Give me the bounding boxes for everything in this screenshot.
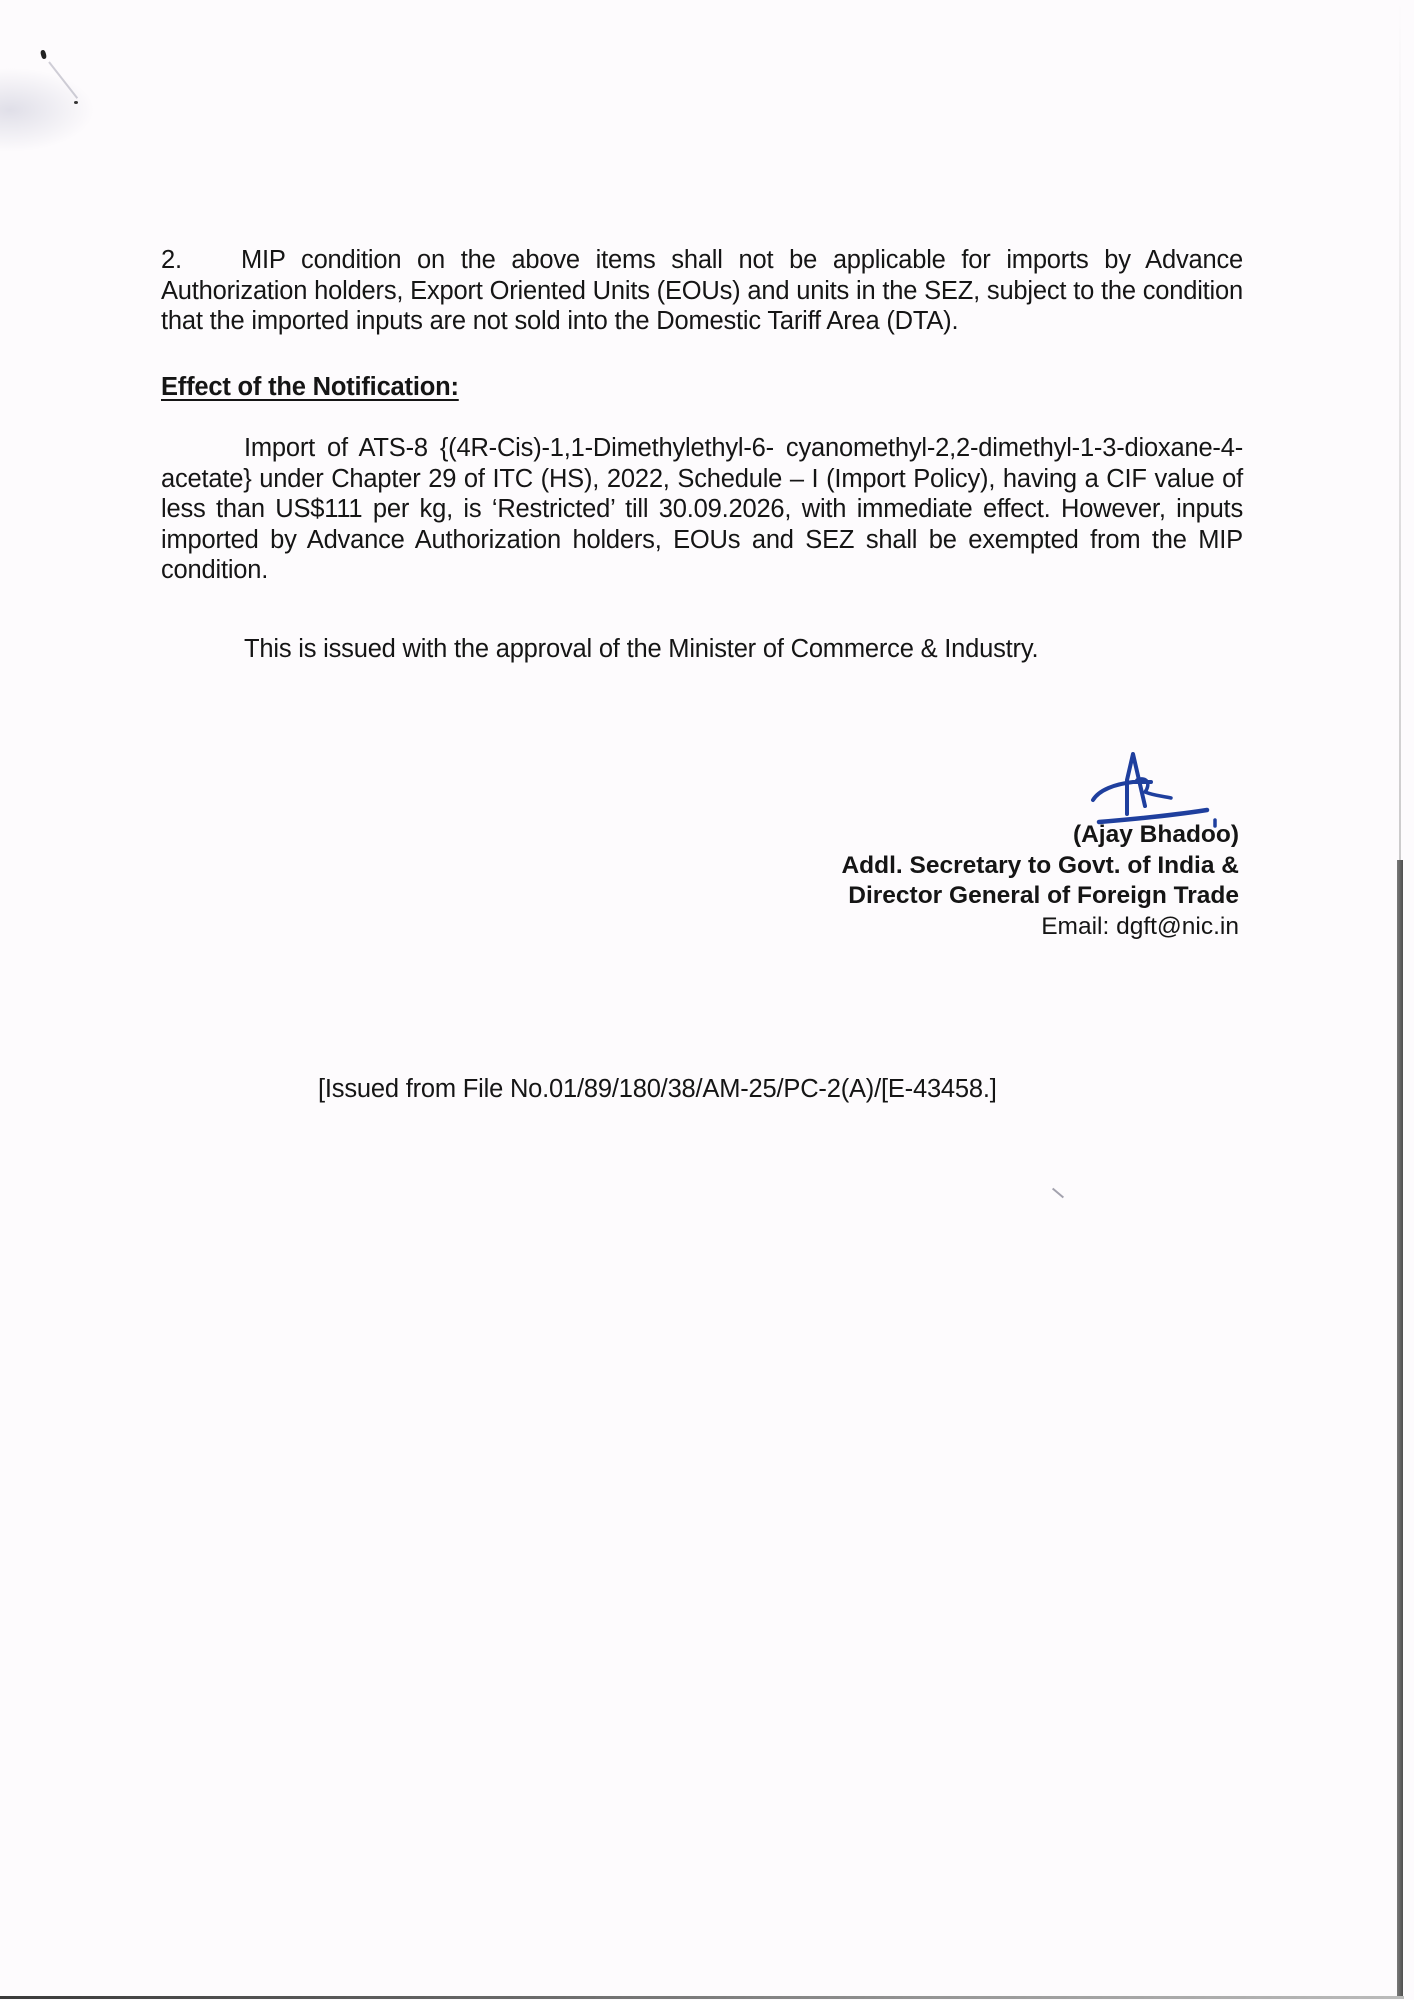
scan-speck [1052,1188,1064,1199]
signatory-email: Email: dgft@nic.in [1041,912,1239,940]
handwritten-signature-icon [1055,740,1235,830]
effect-paragraph [161,433,1243,586]
file-reference: [Issued from File No.01/89/180/38/AM-25/PC-2(A)/[E-43458.] [318,1075,997,1103]
scan-speck [74,101,78,104]
effect-paragraph-text: Import of ATS-8 {(4R-Cis)-1,1-Dimethylethyl-6- cyanomethyl-2,2-dimethyl-1-3-dioxane-4-acetate} under Chapter 29 of ITC (HS), 2022, Schedule – I (Import Policy), having a CIF value of less than US$111 per kg, is ‘Restricted’ till 30.09.2026, with immediate effect. However, inputs imported by Advance Authorization holders, EOUs and SEZ shall be exempted from the MIP condition. [161,434,1243,584]
scan-speck [48,61,78,98]
paragraph-2-text: MIP condition on the above items shall not be applicable for imports by Advance Authorization holders, Export Oriented Units (EOUs) and units in the SEZ, subject to the condition that the imported inputs are not sold into the Domestic Tariff Area (DTA). [161,246,1243,335]
scan-edge [1397,860,1403,1996]
scan-edge [0,1996,1404,1999]
approval-statement: This is issued with the approval of the Minister of Commerce & Industry. [244,635,1039,663]
paragraph-number: 2. [161,246,182,274]
effect-heading: Effect of the Notification: [161,373,459,401]
scan-edge [1399,0,1401,860]
paragraph-2 [161,245,1243,337]
signatory-name: (Ajay Bhadoo) [1072,821,1239,848]
scan-speck [40,50,47,60]
signatory-block [841,820,1239,942]
signatory-designation-1: Addl. Secretary to Govt. of India & [841,851,1239,879]
signatory-designation-2: Director General of Foreign Trade [848,882,1239,909]
